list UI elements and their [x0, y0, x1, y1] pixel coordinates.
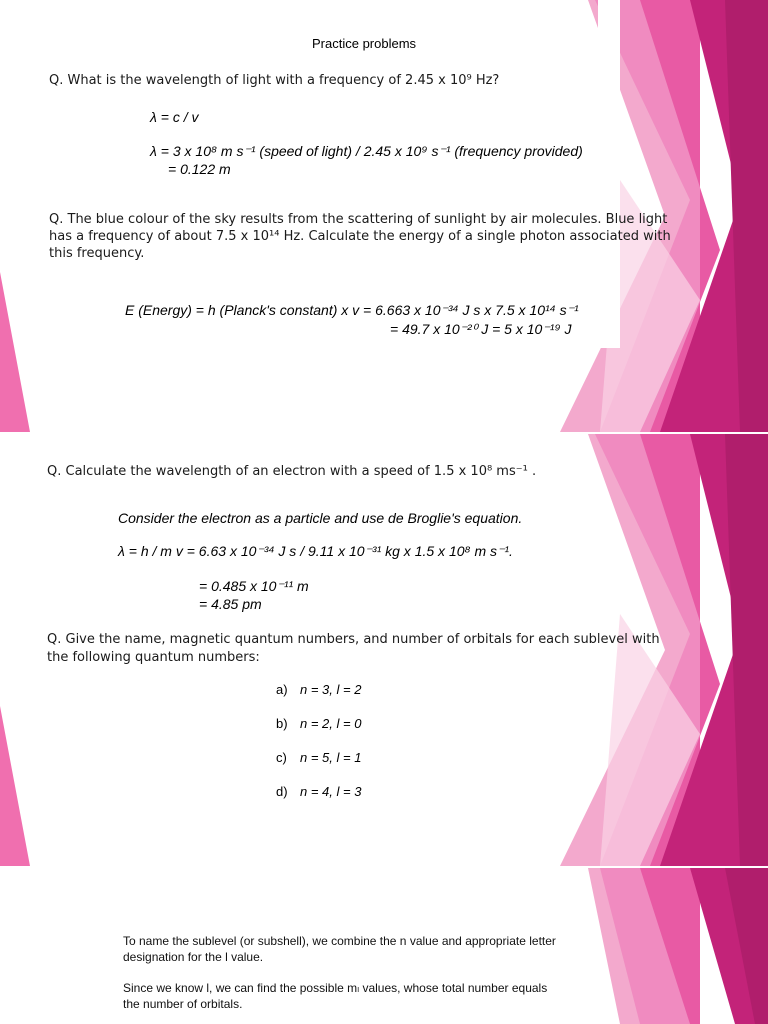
question-1: Q. What is the wavelength of light with a frequency of 2.45 x 10⁹ Hz?: [49, 73, 500, 88]
slide-1: [0, 0, 768, 432]
answer-paragraph-2-line-1: Since we know l, we can find the possible mₗ values, whose total number equals: [123, 981, 548, 995]
question-4-line-1: Q. Give the name, magnetic quantum numbers, and number of orbitals for each sublevel with: [47, 632, 660, 647]
q4-item-b-value: n = 2, l = 0: [300, 716, 362, 731]
question-2-line-1: Q. The blue colour of the sky results from the scattering of sunlight by air molecules. Blue light: [49, 212, 668, 227]
q4-item-d-label: d): [276, 784, 288, 799]
question-3: Q. Calculate the wavelength of an electron with a speed of 1.5 x 10⁸ ms⁻¹ .: [47, 464, 537, 479]
deco-left-corner: [0, 272, 30, 432]
q4-item-c-label: c): [276, 750, 287, 765]
answer-paragraph-1-line-2: designation for the l value.: [123, 950, 264, 964]
question-2-line-2: has a frequency of about 7.5 x 10¹⁴ Hz. Calculate the energy of a single photon associated with: [49, 229, 671, 244]
q4-item-b-label: b): [276, 716, 288, 731]
q1-result: = 0.122 m: [168, 161, 231, 177]
q4-item-d-value: n = 4, l = 3: [300, 784, 362, 799]
answer-paragraph-1-line-1: To name the sublevel (or subshell), we combine the n value and appropriate letter: [123, 934, 556, 948]
deco-left-corner: [0, 706, 30, 866]
question-4-line-2: the following quantum numbers:: [47, 650, 260, 665]
q2-result: = 49.7 x 10⁻²⁰ J = 5 x 10⁻¹⁹ J: [390, 321, 572, 337]
question-2-line-3: this frequency.: [49, 246, 145, 261]
content-overlap-white: [598, 0, 620, 348]
q4-item-a-label: a): [276, 682, 288, 697]
q1-calculation: λ = 3 x 10⁸ m s⁻¹ (speed of light) / 2.45 x 10⁹ s⁻¹ (frequency provided): [150, 143, 583, 159]
slide-title: Practice problems: [312, 36, 417, 51]
slide-3: [0, 868, 768, 1024]
q4-item-c-value: n = 5, l = 1: [300, 750, 362, 765]
slide-2: [0, 434, 768, 866]
q3-result-1: = 0.485 x 10⁻¹¹ m: [199, 578, 309, 594]
q2-calculation: E (Energy) = h (Planck's constant) x v = 6.663 x 10⁻³⁴ J s x 7.5 x 10¹⁴ s⁻¹: [125, 302, 579, 318]
answer-paragraph-2-line-2: the number of orbitals.: [123, 997, 243, 1011]
q1-formula: λ = c / v: [150, 109, 199, 125]
q4-item-a-value: n = 3, l = 2: [300, 682, 362, 697]
q3-hint: Consider the electron as a particle and use de Broglie's equation.: [118, 510, 523, 526]
q3-calculation: λ = h / m v = 6.63 x 10⁻³⁴ J s / 9.11 x 10⁻³¹ kg x 1.5 x 10⁸ m s⁻¹.: [118, 543, 513, 559]
q3-result-2: = 4.85 pm: [199, 596, 262, 612]
